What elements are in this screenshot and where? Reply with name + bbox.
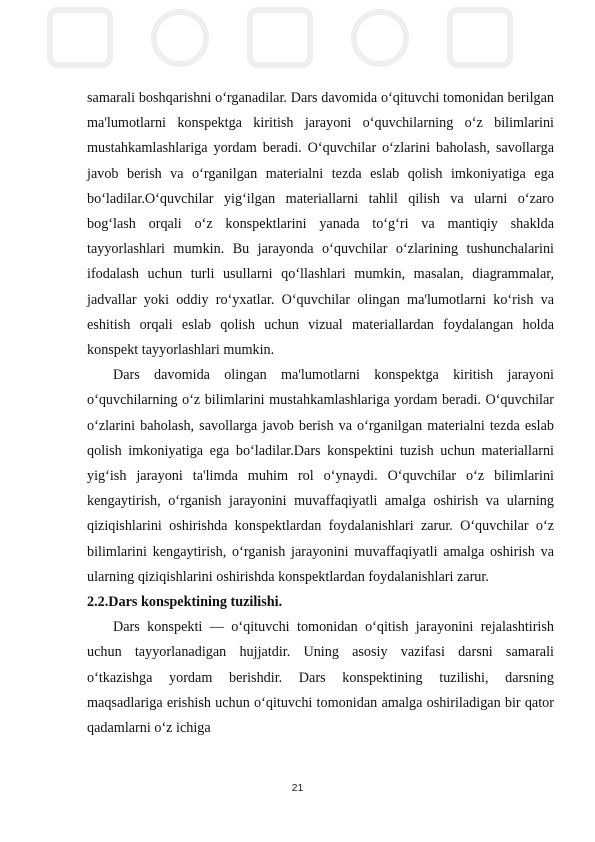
paragraph-1: samarali boshqarishni o‘rganadilar. Dars davomida o‘qituvchi tomonidan berilgan ma'lumotlarni konspektga kiritish jarayoni o‘quvchilarning o‘z bilimlarini mustahkamlashlariga yordam beradi. O‘quvchilar o‘zlarini baholash, savollarga javob berish va o‘rganilgan materialni tezda eslab qolish imkoniyatiga ega bo‘ladilar.O‘quvchilar yig‘ilgan materiallarni tahlil qilish va ularni o‘zaro bog‘lash orqali o‘z konspektlarini yanada to‘g‘ri va mantiqiy shaklda tayyorlashlari mumkin. Bu jarayonda o‘quvchilar o‘zlarining tushunchalarini ifodalash uchun turli usullarni qo‘llashlari mumkin, masalan, diagrammalar, jadvallar yoki oddiy ro‘yxatlar. O‘quvchilar olingan ma'lumotlarni ko‘rish va eshitish orqali eslab qolish uchun vizual materiallardan foydalangan holda konspekt tayyorlashlari mumkin. [87, 90, 554, 359]
watermark-logo [20, 0, 575, 80]
document-body [87, 86, 554, 741]
paragraph-2: Dars davomida olingan ma'lumotlarni konspektga kiritish jarayoni o‘quvchilarning o‘z bilimlarini mustahkamlashlariga yordam beradi. O‘quvchilar o‘zlarini baholash, savollarga javob berish va o‘rganilgan materialni tezda eslab qolish imkoniyatiga ega bo‘ladilar.Dars konspektini tuzish uchun materiallarni yig‘ish jarayoni ta'limda muhim rol o‘ynaydi. O‘quvchilar o‘z bilimlarini kengaytirish, o‘rganish jarayonini muvaffaqiyatli amalga oshirish va ularning qiziqishlarini oshirishda konspektlardan foydalanishlari zarur. O‘quvchilar o‘z bilimlarini kengaytirish, o‘rganish jarayonini muvaffaqiyatli amalga oshirish va ularning qiziqishlarini oshirishda konspektlardan foydalanishlari zarur. [87, 367, 554, 585]
section-heading: 2.2.Dars konspektining tuzilishi. [87, 594, 283, 611]
paragraph-3: Dars konspekti — o‘qituvchi tomonidan o‘qitish jarayonini rejalashtirish uchun tayyorlanadigan hujjatdir. Uning asosiy vazifasi darsni samarali o‘tkazishga yordam berishdir. Dars konspektining tuzilishi, darsning maqsadlariga erishish uchun o‘qituvchi tomonidan amalga oshiriladigan bir qator qadamlarni o‘z ichiga [87, 619, 554, 737]
page-number: 21 [291, 782, 304, 794]
